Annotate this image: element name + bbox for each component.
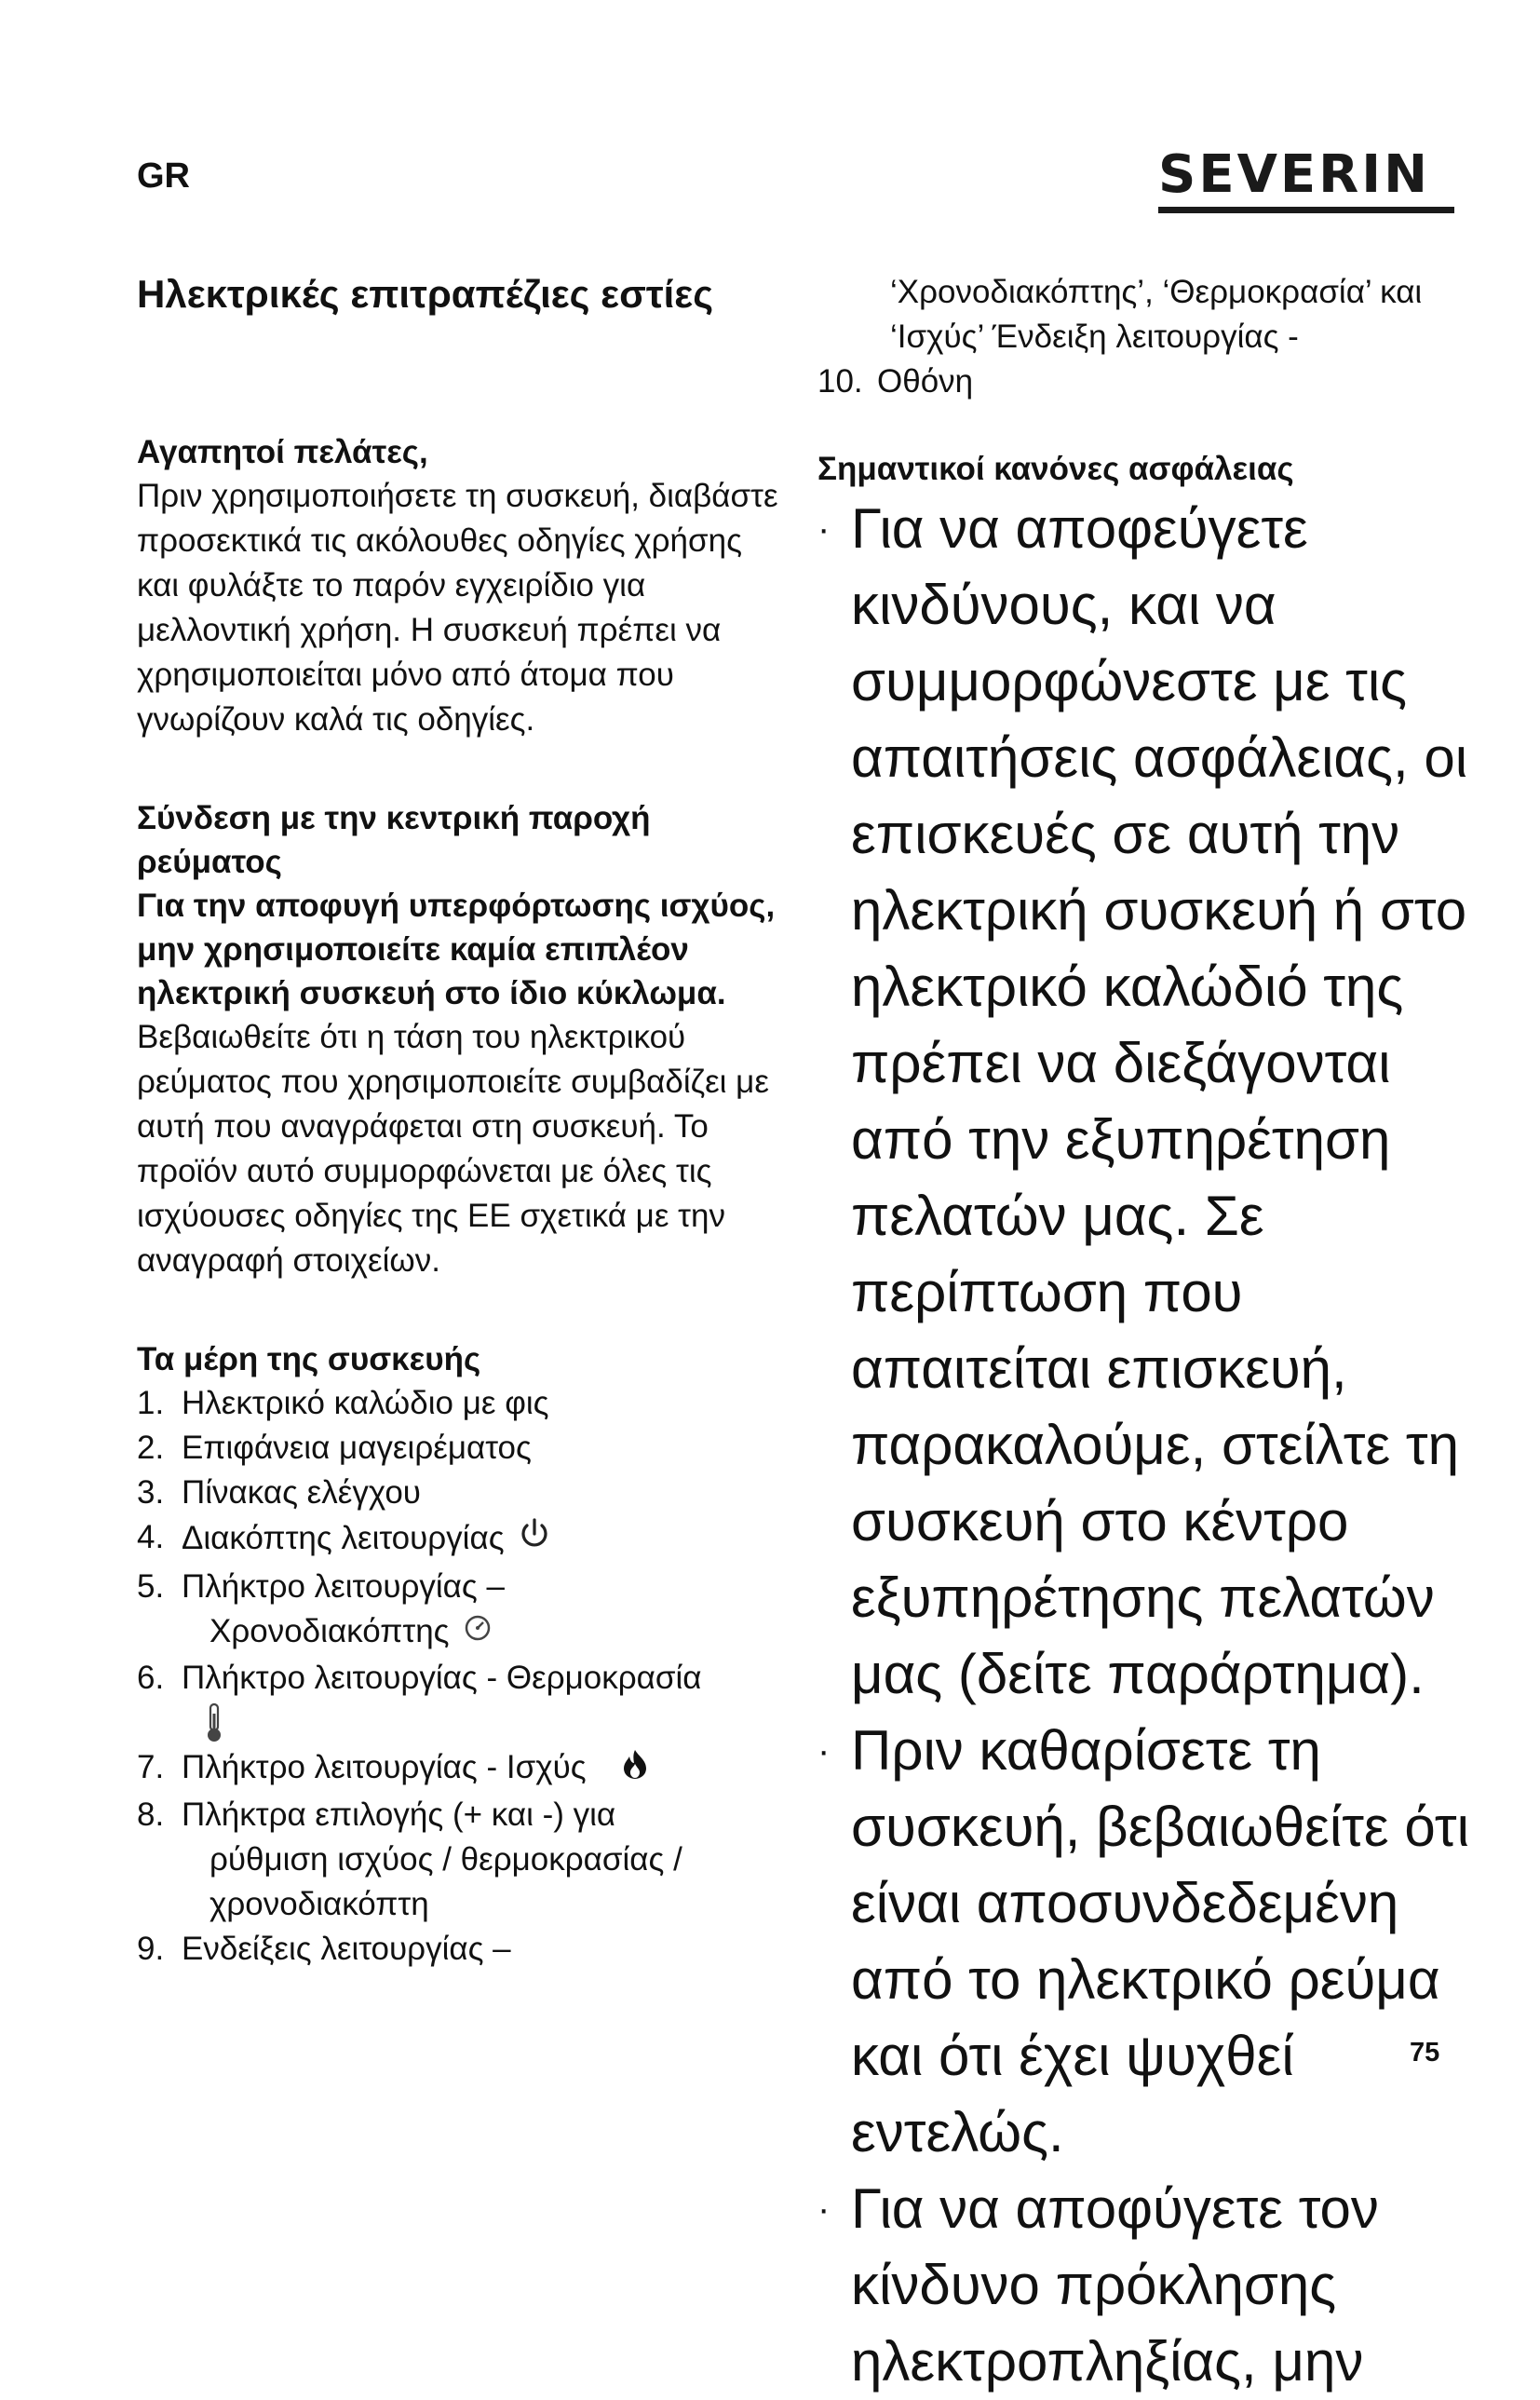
item-text: Διακόπτης λειτουργίας (182, 1519, 505, 1556)
connection-warning: Για την αποφυγή υπερφόρτωσης ισχύος, μην χρησιμοποιείτε καμία επιπλέον ηλεκτρική συσκευή στο ίδιο κύκλωμα. (137, 888, 776, 1011)
item-number: 2. (137, 1430, 165, 1466)
item-number: 8. (137, 1796, 165, 1833)
connection-text: Βεβαιωθείτε ότι η τάση του ηλεκτρικού ρεύματος που χρησιμοποιείτε συμβαδίζει με αυτή που αναγράφεται στη συσκευή. Το προϊόν αυτό συμμορφώνεται με όλες τις ισχύουσες οδηγίες της ΕΕ σχετικά με την αναγραφή στοιχείων. (137, 1019, 769, 1279)
list-item-continuation: ρύθμιση ισχύος / θερμοκρασίας / χρονοδιακόπτη (209, 1840, 682, 1922)
list-item (137, 1381, 789, 1426)
safety-heading: Σημαντικοί κανόνες ασφάλειας (817, 451, 1294, 487)
thermometer-icon-row (137, 1701, 789, 1745)
item-number: 6. (137, 1660, 165, 1697)
item-text: Πίνακας ελέγχου (182, 1474, 421, 1511)
list-item-continuation (137, 1609, 789, 1656)
item-text: Πλήκτρο λειτουργίας – (182, 1568, 505, 1605)
item-text: Πλήκτρο λειτουργίας - Ισχύς (182, 1749, 587, 1786)
safety-bullet (817, 2171, 1469, 2400)
item-number: 5. (137, 1568, 165, 1605)
timer-icon (461, 1610, 494, 1656)
item-text: Ηλεκτρικό καλώδιο με φις (182, 1385, 549, 1421)
list-item (817, 359, 1469, 404)
safety-bullet (817, 491, 1469, 1713)
item-text: Πλήκτρο λειτουργίας - Θερμοκρασία (182, 1660, 702, 1697)
item-number: 1. (137, 1385, 165, 1421)
item-text: Πλήκτρα επιλογής (+ και -) για (182, 1796, 616, 1833)
list-item (137, 1745, 789, 1792)
list-item (137, 1426, 789, 1471)
safety-bullet-text: Για να αποφεύγετε κινδύνους, και να συμμορφώνεστε με τις απαιτήσεις ασφάλειας, οι επισκευές σε αυτή την ηλεκτρική συσκευή ή στο ηλεκτρικό καλώδιό της πρέπει να διεξάγονται από την εξυπηρέτηση πελατών μας. Σε περίπτωση που απαιτείται επισκευή, παρακαλούμε, στείλτε τη συσκευή στο κέντρο εξυπηρέτησης πελατών μας (δείτε παράρτημα). (851, 497, 1468, 1705)
greeting-text: Πριν χρησιμοποιήσετε τη συσκευή, διαβάστε προσεκτικά τις ακόλουθες οδηγίες χρήσης και φυλάξτε το παρόν εγχειρίδιο για μελλοντική χρήση. Η συσκευή πρέπει να χρησιμοποιείται μόνο από άτομα που γνωρίζουν καλά τις οδηγίες. (137, 478, 778, 738)
item-number: 10. (817, 363, 863, 400)
item-number: 7. (137, 1749, 165, 1786)
list-item (137, 1793, 789, 1837)
list-item (137, 1471, 789, 1515)
bullet-marker: · (817, 2189, 831, 2230)
item-continuation-text: Χρονοδιακόπτης (209, 1613, 450, 1649)
right-column (817, 270, 1469, 2400)
list-item (137, 1927, 789, 1972)
list-item (137, 1656, 789, 1701)
safety-rules (817, 491, 1469, 2400)
brand-logo: SEVERIN (1158, 144, 1431, 205)
item-text: Ενδείξεις λειτουργίας – (182, 1930, 511, 1967)
parts-heading: Τα μέρη της συσκευής (137, 1341, 481, 1377)
list-item (137, 1515, 789, 1565)
item-text: Επιφάνεια μαγειρέματος (182, 1430, 532, 1466)
item-text: Οθόνη (877, 363, 974, 400)
flame-icon (618, 1747, 652, 1793)
page-title: Ηλεκτρικές επιτραπέζιες εστίες (137, 272, 714, 316)
brand-logo-underline (1158, 207, 1454, 213)
bullet-marker: · (817, 508, 831, 549)
safety-bullet (817, 1713, 1469, 2171)
item-number: 9. (137, 1930, 165, 1967)
bullet-marker: · (817, 1730, 831, 1771)
greeting-heading: Αγαπητοί πελάτες, (137, 434, 428, 470)
list-item-continuation: ‘Χρονοδιακόπτης’, ‘Θερμοκρασία’ και ‘Ισχύς’ Ένδειξη λειτουργίας - (890, 274, 1423, 355)
parts-list (137, 1381, 789, 1972)
connection-heading: Σύνδεση με την κεντρική παροχή ρεύματος (137, 800, 651, 880)
item-number: 4. (137, 1519, 165, 1555)
safety-bullet-text: Πριν καθαρίσετε τη συσκευή, βεβαιωθείτε ότι είναι αποσυνδεδεμένη από το ηλεκτρικό ρεύμα και ότι έχει ψυχθεί εντελώς. (851, 1719, 1469, 2163)
language-code: GR (137, 156, 190, 196)
left-column (137, 270, 789, 1972)
page-number: 75 (1410, 2038, 1440, 2068)
power-icon (516, 1515, 553, 1565)
item-number: 3. (137, 1474, 165, 1511)
safety-bullet-text: Για να αποφύγετε τον κίνδυνο πρόκλησης ηλεκτροπληξίας, μην (851, 2177, 1379, 2393)
list-item (137, 1565, 789, 1609)
